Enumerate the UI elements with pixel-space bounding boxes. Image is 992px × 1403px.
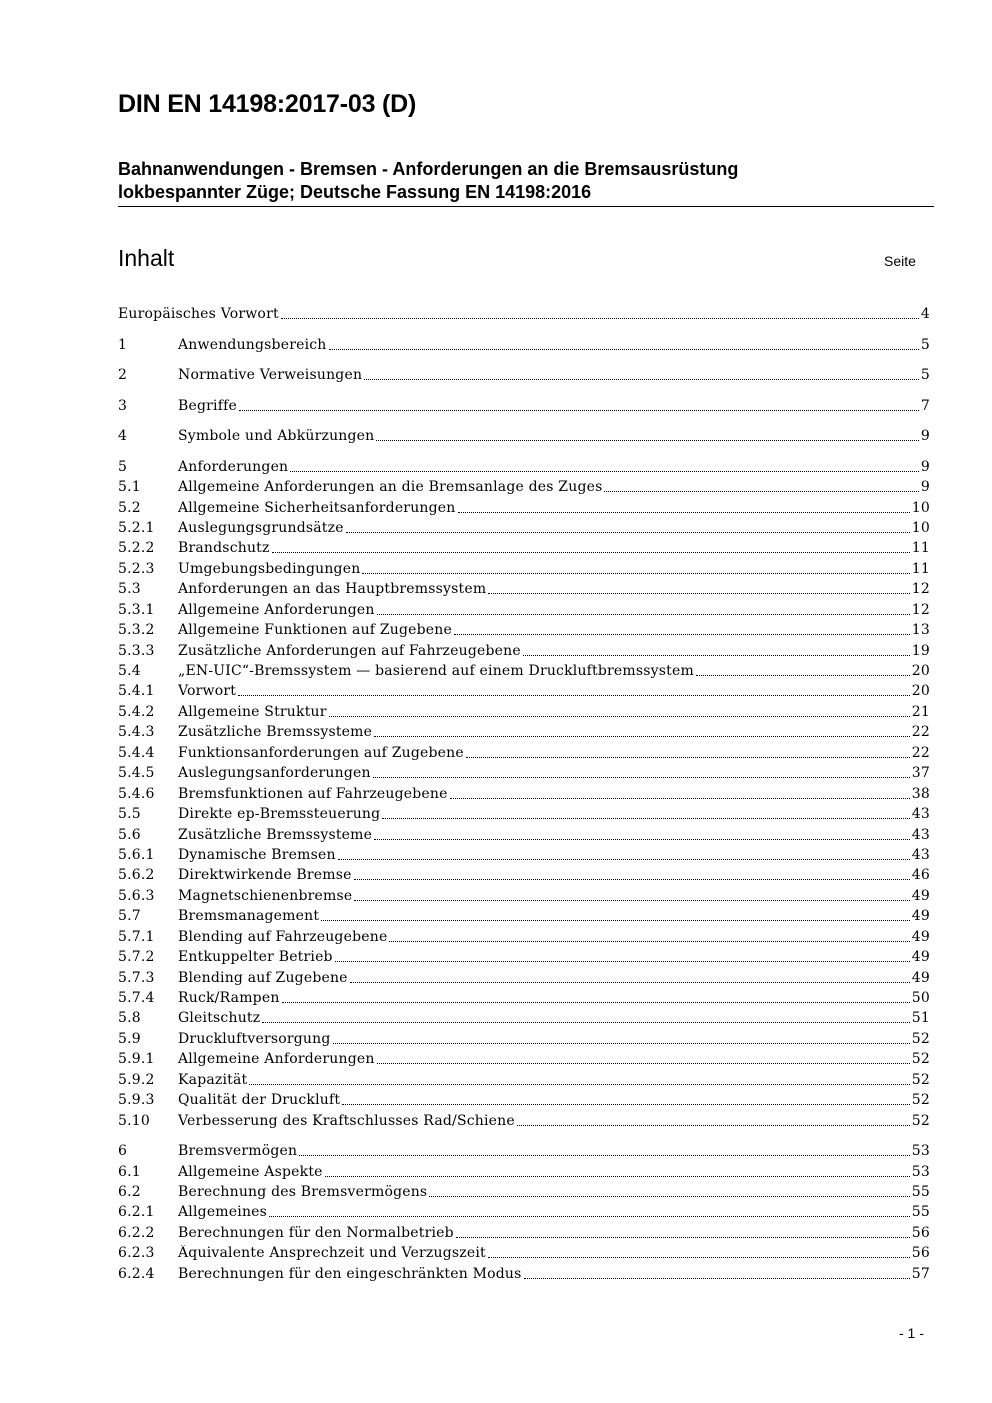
subtitle-line-1: Bahnanwendungen - Bremsen - Anforderungen an die Bremsausrüstung [118, 159, 739, 179]
toc-entry-page: 11 [911, 540, 930, 557]
toc-dot-leader [282, 1002, 910, 1003]
toc-entry-number: 4 [118, 428, 128, 445]
toc-entry-page: 46 [911, 867, 930, 884]
toc-dot-leader [377, 1063, 910, 1064]
toc-entry[interactable] [118, 924, 930, 944]
toc-entry-number: 1 [118, 336, 128, 353]
toc-entry-title: Funktionsanforderungen auf Zugebene [178, 744, 464, 761]
toc-dot-leader [429, 1196, 909, 1197]
toc-dot-leader [333, 1043, 910, 1044]
toc-entry-title: Allgemeines [178, 1204, 268, 1221]
toc-dot-leader [335, 961, 910, 962]
toc-entry-title: Anforderungen [178, 458, 289, 475]
toc-entry[interactable] [118, 1088, 930, 1108]
toc-dot-leader [238, 695, 910, 696]
toc-dot-leader [517, 1125, 910, 1126]
toc-entry-title: Bremsfunktionen auf Fahrzeugebene [178, 785, 448, 802]
toc-entry-number: 5.4.1 [118, 683, 155, 700]
toc-dot-leader [376, 440, 919, 441]
toc-entry-title: Europäisches Vorwort [118, 306, 279, 323]
toc-entry-page: 43 [911, 806, 930, 823]
toc-entry-page: 49 [911, 969, 930, 986]
toc-entry[interactable] [118, 679, 930, 699]
toc-entry-number: 5.7 [118, 908, 141, 925]
toc-entry-title: Auslegungsanforderungen [178, 765, 371, 782]
toc-entry-page: 4 [920, 306, 930, 323]
toc-entry[interactable] [118, 1108, 930, 1128]
toc-entry-page: 50 [911, 990, 930, 1006]
toc-entry-title: Brandschutz [178, 540, 270, 557]
toc-entry-page: 49 [911, 928, 930, 945]
toc-entry-page: 49 [911, 949, 930, 966]
toc-entry-title: Verbesserung des Kraftschlusses Rad/Schiene [178, 1112, 515, 1129]
toc-entry-title: „EN-UIC“-Bremssystem — basierend auf einem Druckluftbremssystem [178, 663, 694, 679]
toc-entry-page: 55 [911, 1183, 930, 1200]
toc-entry-number: 5.2.2 [118, 540, 155, 557]
toc-entry-page: 9 [920, 458, 930, 475]
toc-entry-number: 5.10 [118, 1112, 150, 1129]
toc-dot-leader [299, 1155, 910, 1156]
toc-entry-title: Zusätzliche Bremssysteme [178, 826, 373, 843]
header-divider [118, 206, 934, 207]
toc-entry-page: 13 [911, 622, 930, 639]
toc-entry-number: 6 [118, 1143, 128, 1160]
toc-entry-number: 5.6.2 [118, 867, 155, 884]
toc-entry-title: Direktwirkende Bremse [178, 867, 352, 884]
toc-entry-page: 7 [920, 397, 930, 414]
toc-entry[interactable] [118, 536, 930, 556]
toc-entry-page: 22 [911, 744, 930, 761]
toc-entry[interactable] [118, 720, 930, 740]
toc-entry[interactable] [118, 454, 930, 474]
toc-dot-leader [354, 879, 910, 880]
toc-entry-number: 6.2.1 [118, 1204, 155, 1221]
toc-dot-leader [488, 1257, 910, 1258]
toc-entry[interactable] [118, 1261, 930, 1281]
toc-entry-title: Allgemeine Struktur [178, 703, 327, 720]
toc-entry-number: 5.2.1 [118, 519, 155, 536]
toc-entry-number: 5.3 [118, 581, 141, 598]
toc-dot-leader [456, 1237, 910, 1238]
toc-entry-number: 5.9.1 [118, 1051, 155, 1068]
toc-entry[interactable] [118, 1047, 930, 1067]
toc-entry-title: Bremsvermögen [178, 1143, 298, 1160]
toc-entry-title: Äquivalente Ansprechzeit und Verzugszeit [178, 1245, 486, 1262]
toc-entry-title: Berechnungen für den Normalbetrieb [178, 1224, 454, 1241]
toc-entry-title: Begriffe [178, 397, 237, 414]
toc-entry-page: 49 [911, 908, 930, 925]
toc-entry-page: 53 [911, 1163, 930, 1180]
toc-entry-number: 6.2.4 [118, 1265, 155, 1282]
toc-entry-title: Anwendungsbereich [178, 336, 327, 353]
toc-entry-page: 19 [911, 642, 930, 659]
toc-dot-leader [249, 1084, 909, 1085]
toc-entry[interactable] [118, 843, 930, 863]
document-subtitle [118, 158, 934, 204]
toc-entry[interactable] [118, 781, 930, 801]
toc-entry[interactable] [118, 945, 930, 965]
toc-entry-title: Blending auf Zugebene [178, 969, 348, 986]
toc-entry-number: 6.2.3 [118, 1245, 155, 1262]
toc-dot-leader [329, 716, 910, 717]
toc-entry-number: 5 [118, 458, 128, 475]
table-of-contents [118, 302, 930, 1282]
toc-entry-number: 6.2 [118, 1183, 141, 1200]
toc-entry[interactable] [118, 883, 930, 903]
toc-entry-number: 5.6.1 [118, 846, 155, 863]
toc-entry-title: Allgemeine Funktionen auf Zugebene [178, 622, 452, 639]
subtitle-line-2: lokbespannter Züge; Deutsche Fassung EN 14198:2016 [118, 182, 592, 202]
toc-entry-number: 6.2.2 [118, 1224, 155, 1241]
toc-dot-leader [269, 1216, 910, 1217]
toc-entry-page: 22 [911, 724, 930, 741]
toc-entry[interactable] [118, 965, 930, 985]
toc-dot-leader [458, 512, 910, 513]
toc-entry-number: 6.1 [118, 1163, 141, 1180]
toc-entry-number: 5.4.3 [118, 724, 155, 741]
toc-entry-title: Umgebungsbedingungen [178, 560, 361, 577]
toc-entry[interactable] [118, 986, 930, 1006]
toc-entry[interactable] [118, 1139, 930, 1159]
toc-entry-title: Symbole und Abkürzungen [178, 428, 375, 445]
toc-dot-leader [374, 736, 910, 737]
toc-entry-number: 5.9.3 [118, 1092, 155, 1109]
toc-entry-title: Allgemeine Anforderungen [178, 601, 375, 618]
toc-dot-leader [350, 982, 910, 983]
toc-entry-number: 5.5 [118, 806, 141, 823]
toc-entry-number: 2 [118, 367, 128, 384]
toc-heading: Inhalt [118, 245, 175, 271]
toc-dot-leader [377, 614, 910, 615]
toc-entry[interactable] [118, 1220, 930, 1240]
toc-entry[interactable] [118, 659, 930, 679]
toc-entry-title: Anforderungen an das Hauptbremssystem [178, 581, 487, 598]
toc-dot-leader [272, 552, 910, 553]
toc-entry-page: 12 [911, 581, 930, 598]
toc-entry-page: 57 [911, 1265, 930, 1282]
toc-entry-number: 5.3.2 [118, 622, 155, 639]
toc-entry-page: 10 [911, 499, 930, 516]
toc-entry-title: Berechnung des Bremsvermögens [178, 1183, 428, 1200]
toc-dot-leader [281, 318, 919, 319]
toc-entry[interactable] [118, 495, 930, 515]
toc-entry[interactable] [118, 1067, 930, 1087]
toc-entry-page: 53 [911, 1143, 930, 1160]
toc-entry[interactable] [118, 740, 930, 760]
toc-dot-leader [329, 349, 919, 350]
toc-entry[interactable] [118, 363, 930, 383]
toc-entry-title: Blending auf Fahrzeugebene [178, 928, 388, 945]
toc-entry-page: 20 [911, 663, 930, 679]
toc-dot-leader [321, 920, 910, 921]
toc-dot-leader [325, 1176, 910, 1177]
toc-entry[interactable] [118, 597, 930, 617]
toc-dot-leader [524, 1278, 910, 1279]
toc-entry-title: Auslegungsgrundsätze [178, 519, 344, 536]
toc-dot-leader [346, 532, 910, 533]
toc-entry-page: 12 [911, 601, 930, 618]
toc-dot-leader [338, 859, 910, 860]
toc-entry-page: 52 [911, 1030, 930, 1047]
toc-dot-leader [262, 1022, 909, 1023]
toc-entry[interactable] [118, 1241, 930, 1261]
toc-entry-page: 21 [911, 703, 930, 720]
toc-entry-number: 5.4.5 [118, 765, 155, 782]
toc-entry-page: 5 [920, 367, 930, 384]
toc-entry[interactable] [118, 1200, 930, 1220]
toc-entry-number: 5.7.4 [118, 990, 155, 1006]
toc-dot-leader [364, 379, 919, 380]
toc-entry[interactable] [118, 516, 930, 536]
toc-entry-title: Ruck/Rampen [178, 990, 280, 1006]
toc-entry-page: 38 [911, 785, 930, 802]
toc-entry[interactable] [118, 1026, 930, 1046]
toc-entry-page: 43 [911, 826, 930, 843]
toc-entry-number: 5.9.2 [118, 1071, 155, 1088]
toc-entry-number: 5.1 [118, 479, 141, 496]
toc-entry-number: 5.9 [118, 1030, 141, 1047]
toc-entry-title: Magnetschienenbremse [178, 887, 353, 904]
toc-dot-leader [362, 573, 909, 574]
toc-entry-number: 5.7.2 [118, 949, 155, 966]
toc-entry-title: Zusätzliche Bremssysteme [178, 724, 373, 741]
toc-entry-title: Qualität der Druckluft [178, 1092, 341, 1109]
page-number: - 1 - [899, 1325, 924, 1341]
toc-entry-title: Druckluftversorgung [178, 1030, 331, 1047]
toc-dot-leader [342, 1104, 910, 1105]
toc-entry[interactable] [118, 1159, 930, 1179]
toc-entry-page: 20 [911, 683, 930, 700]
toc-entry-title: Entkuppelter Betrieb [178, 949, 333, 966]
toc-entry-title: Allgemeine Anforderungen an die Bremsanlage des Zuges [178, 479, 603, 496]
toc-entry-page: 51 [911, 1010, 930, 1027]
toc-entry-number: 5.4.6 [118, 785, 155, 802]
toc-entry-title: Bremsmanagement [178, 908, 320, 925]
toc-entry[interactable] [118, 424, 930, 444]
toc-dot-leader [523, 655, 910, 656]
toc-entry[interactable] [118, 577, 930, 597]
toc-entry-page: 56 [911, 1245, 930, 1262]
toc-entry[interactable] [118, 638, 930, 658]
toc-entry-title: Zusätzliche Anforderungen auf Fahrzeugebene [178, 642, 521, 659]
toc-entry-number: 5.2.3 [118, 560, 155, 577]
toc-entry-title: Allgemeine Sicherheitsanforderungen [178, 499, 456, 516]
toc-entry-page: 56 [911, 1224, 930, 1241]
toc-dot-leader [374, 839, 910, 840]
toc-entry-number: 5.6 [118, 826, 141, 843]
toc-entry[interactable] [118, 761, 930, 781]
toc-entry-number: 5.6.3 [118, 887, 155, 904]
toc-entry-number: 5.4 [118, 663, 141, 679]
toc-entry[interactable] [118, 802, 930, 822]
toc-entry-number: 5.8 [118, 1010, 141, 1027]
toc-dot-leader [373, 777, 910, 778]
toc-entry-page: 9 [920, 428, 930, 445]
toc-entry-page: 52 [911, 1071, 930, 1088]
toc-entry-number: 5.2 [118, 499, 141, 516]
toc-dot-leader [466, 757, 910, 758]
toc-entry-number: 5.4.2 [118, 703, 155, 720]
toc-entry-page: 52 [911, 1051, 930, 1068]
document-title: DIN EN 14198:2017-03 (D) [118, 90, 417, 118]
toc-dot-leader [290, 471, 919, 472]
toc-entry[interactable] [118, 904, 930, 924]
toc-entry[interactable] [118, 475, 930, 495]
toc-page-column-label: Seite [884, 253, 916, 269]
toc-dot-leader [354, 900, 909, 901]
toc-entry[interactable] [118, 618, 930, 638]
toc-entry[interactable] [118, 556, 930, 576]
toc-dot-leader [389, 941, 909, 942]
toc-entry-title: Kapazität [178, 1071, 248, 1088]
toc-entry[interactable] [118, 1006, 930, 1026]
toc-dot-leader [488, 593, 909, 594]
toc-entry-page: 10 [911, 519, 930, 536]
toc-entry-page: 11 [911, 560, 930, 577]
toc-entry-number: 3 [118, 397, 128, 414]
toc-entry[interactable] [118, 332, 930, 352]
toc-entry[interactable] [118, 699, 930, 719]
toc-entry[interactable] [118, 302, 930, 322]
toc-entry-title: Allgemeine Anforderungen [178, 1051, 375, 1068]
toc-entry-page: 37 [911, 765, 930, 782]
toc-entry-title: Berechnungen für den eingeschränkten Modus [178, 1265, 522, 1282]
toc-entry-title: Gleitschutz [178, 1010, 261, 1027]
toc-dot-leader [604, 491, 918, 492]
toc-entry-page: 5 [920, 336, 930, 353]
toc-entry-page: 9 [920, 479, 930, 496]
toc-entry[interactable] [118, 822, 930, 842]
toc-entry[interactable] [118, 1180, 930, 1200]
toc-entry[interactable] [118, 863, 930, 883]
toc-entry-page: 52 [911, 1092, 930, 1109]
toc-dot-leader [696, 675, 910, 676]
toc-entry-title: Allgemeine Aspekte [178, 1163, 323, 1180]
toc-entry-page: 49 [911, 887, 930, 904]
toc-dot-leader [239, 410, 919, 411]
toc-entry-number: 5.7.3 [118, 969, 155, 986]
toc-entry-title: Dynamische Bremsen [178, 846, 336, 863]
toc-dot-leader [382, 818, 909, 819]
toc-dot-leader [454, 634, 910, 635]
toc-entry-page: 52 [911, 1112, 930, 1129]
toc-entry-title: Vorwort [178, 683, 237, 700]
toc-entry-page: 55 [911, 1204, 930, 1221]
toc-entry[interactable] [118, 393, 930, 413]
toc-entry-number: 5.7.1 [118, 928, 155, 945]
toc-entry-number: 5.3.3 [118, 642, 155, 659]
toc-dot-leader [450, 798, 910, 799]
toc-entry-number: 5.3.1 [118, 601, 155, 618]
toc-entry-page: 43 [911, 846, 930, 863]
toc-entry-number: 5.4.4 [118, 744, 155, 761]
toc-entry-title: Direkte ep-Bremssteuerung [178, 806, 381, 823]
toc-entry-title: Normative Verweisungen [178, 367, 363, 384]
